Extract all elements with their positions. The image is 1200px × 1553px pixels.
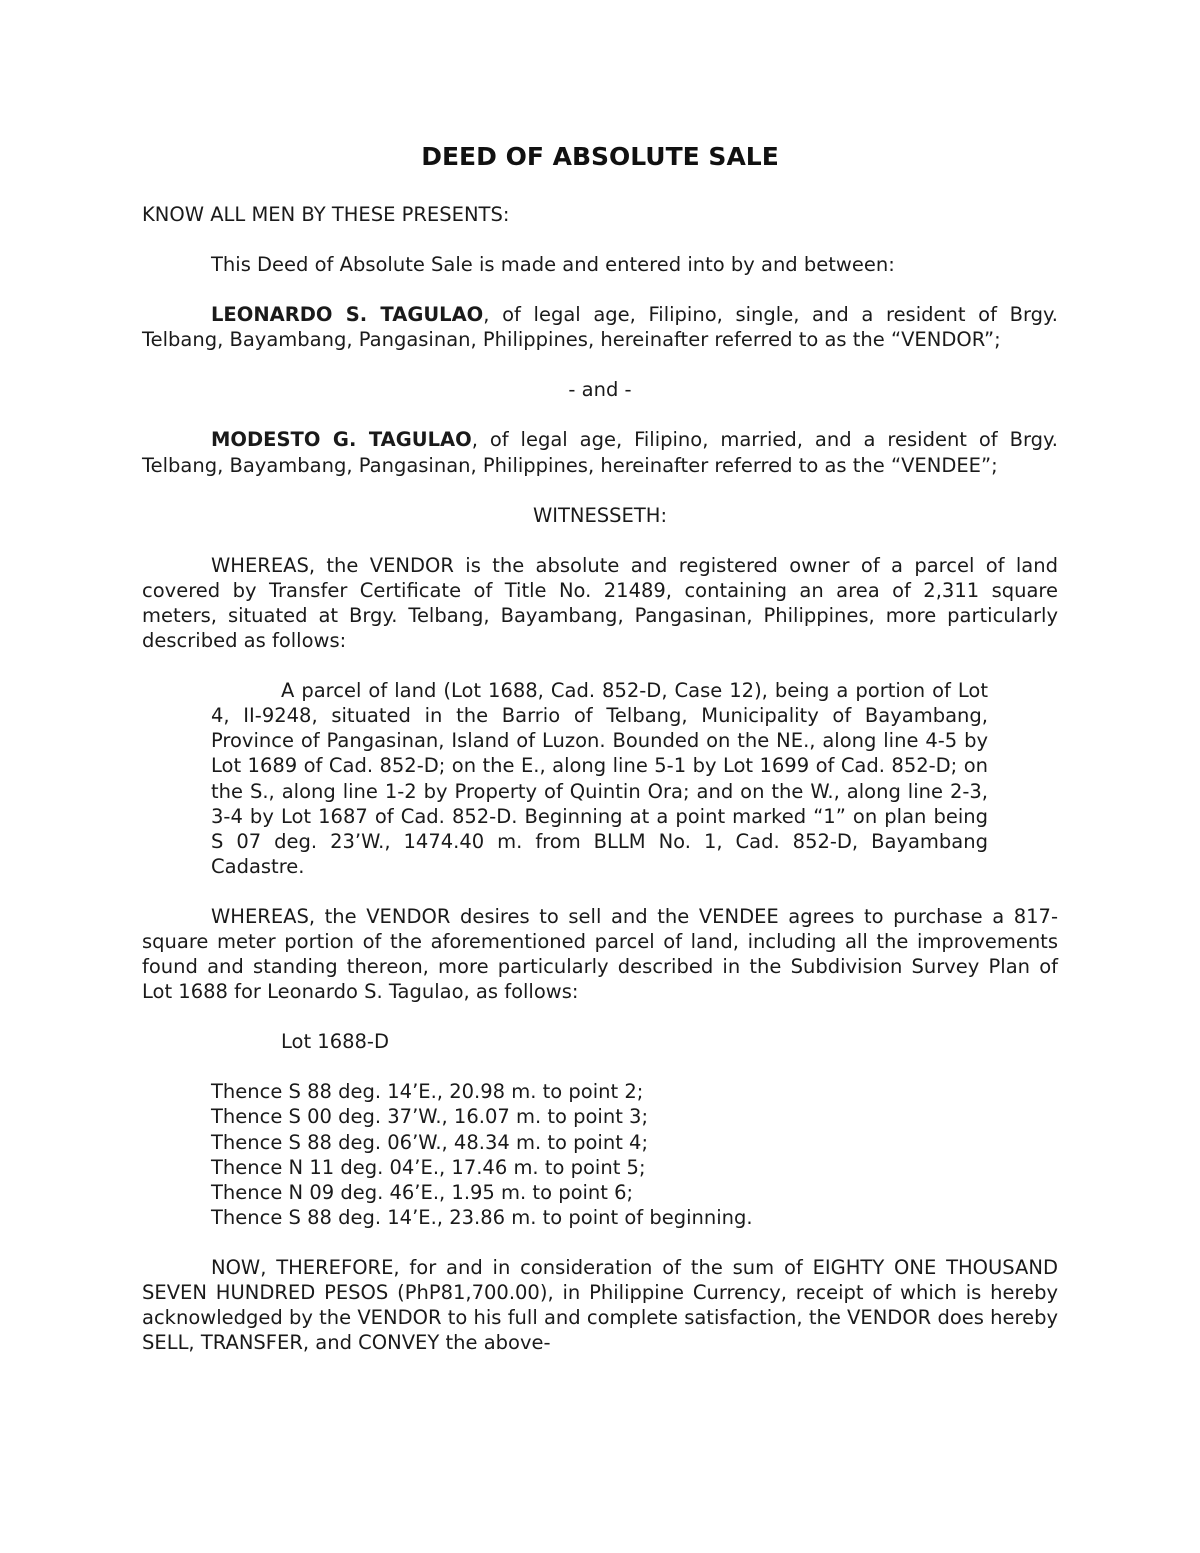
thence-line: Thence S 88 deg. 14’E., 20.98 m. to point 2; xyxy=(211,1080,644,1104)
thence-line: Thence N 09 deg. 46’E., 1.95 m. to point 6; xyxy=(211,1180,634,1204)
thence-line: Thence N 11 deg. 04’E., 17.46 m. to point 5; xyxy=(211,1155,646,1179)
document-body xyxy=(142,140,1058,1380)
now-therefore-paragraph: NOW, THEREFORE, for and in consideration of the sum of EIGHTY ONE THOUSAND SEVEN HUNDRED PESOS (PhP81,700.00), in Philippine Currency, receipt of which is hereby acknowledged by the VENDOR to his full and complete satisfaction, the VENDOR does hereby SELL, TRANSFER, and CONVEY the above- xyxy=(142,1255,1058,1355)
thence-list xyxy=(211,1079,1058,1230)
vendee-paragraph xyxy=(142,427,1058,477)
thence-line: Thence S 88 deg. 06’W., 48.34 m. to point 4; xyxy=(211,1130,649,1154)
land-description: A parcel of land (Lot 1688, Cad. 852-D, Case 12), being a portion of Lot 4, II-9248, situated in the Barrio of Telbang, Municipality of Bayambang, Province of Pangasinan, Island of Luzon. Bounded on the NE., along line 4-5 by Lot 1689 of Cad. 852-D; on the E., along line 5-1 by Lot 1699 of Cad. 852-D; on the S., along line 1-2 by Property of Quintin Ora; and on the W., along line 2-3, 3-4 by Lot 1687 of Cad. 852-D. Beginning at a point marked “1” on plan being S 07 deg. 23’W., 1474.40 m. from BLLM No. 1, Cad. 852-D, Bayambang Cadastre. xyxy=(211,679,988,878)
lot-label: Lot 1688-D xyxy=(281,1030,389,1054)
vendee-name: MODESTO G. TAGULAO xyxy=(211,428,472,452)
whereas-paragraph-1: WHEREAS, the VENDOR is the absolute and registered owner of a parcel of land covered by Transfer Certificate of Title No. 21489, containing an area of 2,311 square meters, situated at Brgy. Telbang, Bayambang, Pangasinan, Philippines, more particularly described as follows: xyxy=(142,553,1058,653)
vendee-description: , of legal age, Filipino, married, and a resident of Brgy. Telbang, Bayambang, Pangasinan, Philippines, hereinafter referred to as the “VENDEE”; xyxy=(142,428,1058,477)
vendor-paragraph xyxy=(142,302,1058,352)
vendor-description: , of legal age, Filipino, single, and a resident of Brgy. Telbang, Bayambang, Pangasinan, Philippines, hereinafter referred to as the “VENDOR”; xyxy=(142,303,1058,352)
whereas-paragraph-2: WHEREAS, the VENDOR desires to sell and the VENDEE agrees to purchase a 817-square meter portion of the aforementioned parcel of land, including all the improvements found and standing thereon, more particularly described in the Subdivision Survey Plan of Lot 1688 for Leonardo S. Tagulao, as follows: xyxy=(142,904,1058,1004)
and-separator: - and - xyxy=(568,378,632,402)
document-title: DEED OF ABSOLUTE SALE xyxy=(421,142,779,171)
thence-line: Thence S 00 deg. 37’W., 16.07 m. to point 3; xyxy=(211,1105,649,1129)
opening-line: KNOW ALL MEN BY THESE PRESENTS: xyxy=(142,203,510,226)
thence-line: Thence S 88 deg. 14’E., 23.86 m. to point of beginning. xyxy=(211,1205,753,1229)
witnesseth-heading: WITNESSETH: xyxy=(532,503,668,527)
vendor-name: LEONARDO S. TAGULAO xyxy=(211,303,484,327)
intro-paragraph: This Deed of Absolute Sale is made and entered into by and between: xyxy=(211,253,895,277)
